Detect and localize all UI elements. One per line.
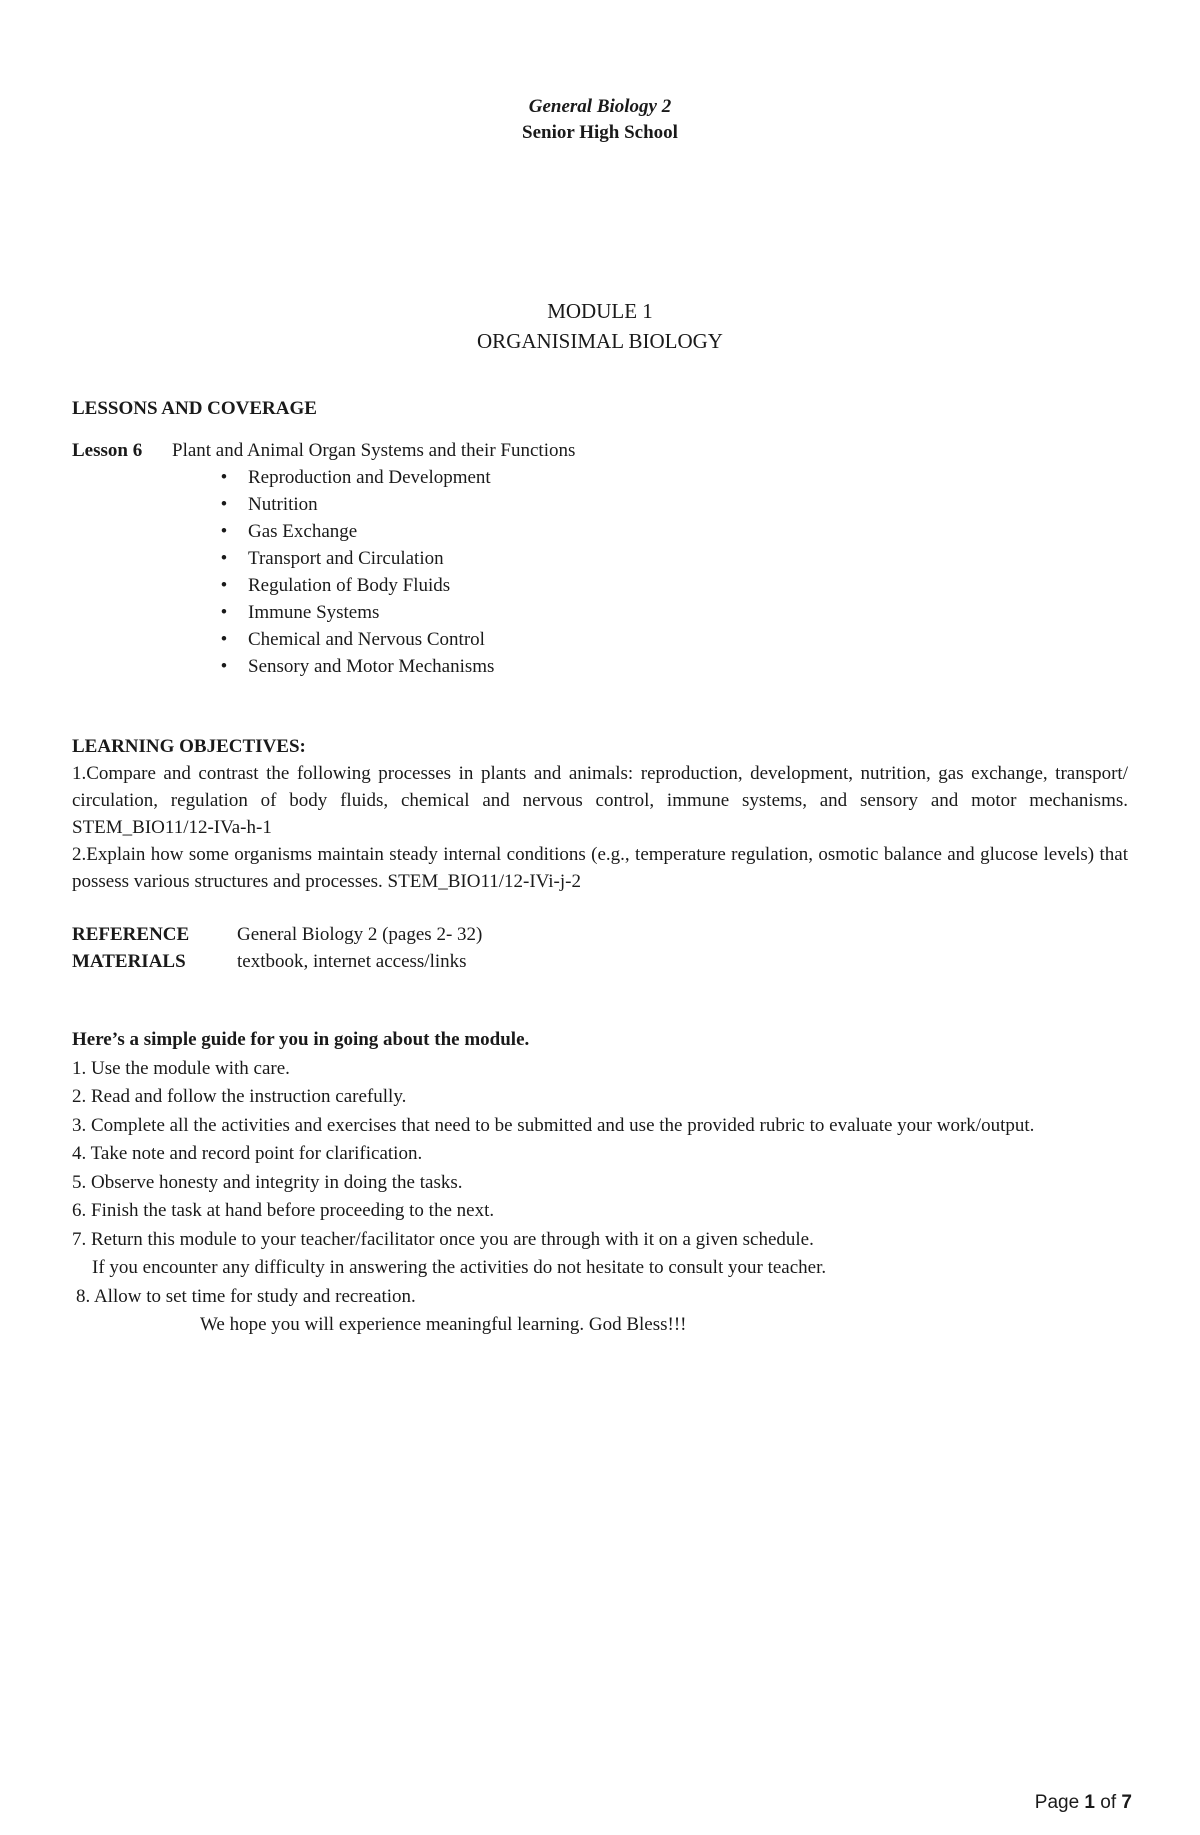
bullet-icon: • bbox=[220, 602, 228, 623]
guide-step: 7. Return this module to your teacher/facilitator once you are through with it on a given schedule. bbox=[72, 1228, 814, 1250]
module-number: MODULE 1 bbox=[547, 299, 653, 323]
document-header bbox=[0, 94, 1200, 146]
total-pages: 7 bbox=[1121, 1792, 1132, 1813]
current-page: 1 bbox=[1084, 1792, 1095, 1813]
reference-label: REFERENCE bbox=[72, 924, 190, 945]
list-item: • Gas Exchange bbox=[214, 518, 494, 545]
list-item: • Reproduction and Development bbox=[214, 464, 494, 491]
closing-message: We hope you will experience meaningful learning. God Bless!!! bbox=[200, 1314, 687, 1335]
guide-step: 8. Allow to set time for study and recreation. bbox=[76, 1285, 416, 1307]
lesson-title: Plant and Animal Organ Systems and their Functions bbox=[172, 440, 576, 461]
guide-step: 1. Use the module with care. bbox=[72, 1057, 290, 1079]
lesson-line bbox=[72, 437, 1128, 464]
of-word: of bbox=[1100, 1792, 1117, 1813]
bullet-icon: • bbox=[220, 521, 228, 542]
guide-step: 5. Observe honesty and integrity in doing the tasks. bbox=[72, 1171, 463, 1193]
page-number bbox=[1035, 1791, 1132, 1815]
reference-row bbox=[72, 921, 1128, 948]
lessons-heading: LESSONS AND COVERAGE bbox=[72, 398, 317, 419]
objectives-heading: LEARNING OBJECTIVES: bbox=[72, 736, 306, 757]
materials-label: MATERIALS bbox=[72, 951, 186, 972]
list-item: • Regulation of Body Fluids bbox=[214, 572, 494, 599]
guide-step: 3. Complete all the activities and exercises that need to be submitted and use the provided rubric to evaluate your work/output. bbox=[72, 1114, 1035, 1136]
module-title: ORGANISIMAL BIOLOGY bbox=[477, 329, 723, 353]
guide-step: 4. Take note and record point for clarification. bbox=[72, 1143, 423, 1164]
bullet-icon: • bbox=[220, 494, 228, 515]
guide-title: Here’s a simple guide for you in going about the module. bbox=[72, 1029, 530, 1050]
topic-list bbox=[214, 464, 494, 680]
reference-value: General Biology 2 (pages 2- 32) bbox=[237, 924, 483, 945]
module-guide bbox=[72, 1026, 1128, 1340]
materials-value: textbook, internet access/links bbox=[237, 951, 467, 972]
reference-materials bbox=[72, 921, 1128, 975]
objectives-list bbox=[72, 760, 1128, 895]
school-level: Senior High School bbox=[522, 122, 678, 143]
guide-step: 2. Read and follow the instruction carefully. bbox=[72, 1086, 407, 1107]
bullet-icon: • bbox=[220, 575, 228, 596]
bullet-icon: • bbox=[220, 656, 228, 677]
list-item: • Immune Systems bbox=[214, 599, 494, 626]
list-item: • Sensory and Motor Mechanisms bbox=[214, 653, 494, 680]
lesson-label: Lesson 6 bbox=[72, 440, 143, 461]
guide-step: 6. Finish the task at hand before proceeding to the next. bbox=[72, 1200, 495, 1221]
page-word: Page bbox=[1034, 1792, 1080, 1813]
bullet-icon: • bbox=[220, 548, 228, 569]
subject-title: General Biology 2 bbox=[528, 96, 672, 117]
materials-row bbox=[72, 948, 1128, 975]
module-title-block bbox=[0, 296, 1200, 356]
list-item: • Transport and Circulation bbox=[214, 545, 494, 572]
bullet-icon: • bbox=[220, 629, 228, 650]
bullet-icon: • bbox=[220, 467, 228, 488]
objective-item: 2.Explain how some organisms maintain steady internal conditions (e.g., temperature regulation, osmotic balance and glucose levels) that possess various structures and processes. STEM_BIO11/12-IVi-j-2 bbox=[72, 844, 1128, 892]
guide-note: If you encounter any difficulty in answering the activities do not hesitate to consult your teacher. bbox=[92, 1257, 827, 1278]
objective-item: 1.Compare and contrast the following processes in plants and animals: reproduction, development, nutrition, gas exchange, transport/ circulation, regulation of body fluids, chemical and nervous control, immune systems, and sensory and motor mechanisms. STEM_BIO11/12-IVa-h-1 bbox=[72, 763, 1128, 838]
list-item: • Chemical and Nervous Control bbox=[214, 626, 494, 653]
list-item: • Nutrition bbox=[214, 491, 494, 518]
